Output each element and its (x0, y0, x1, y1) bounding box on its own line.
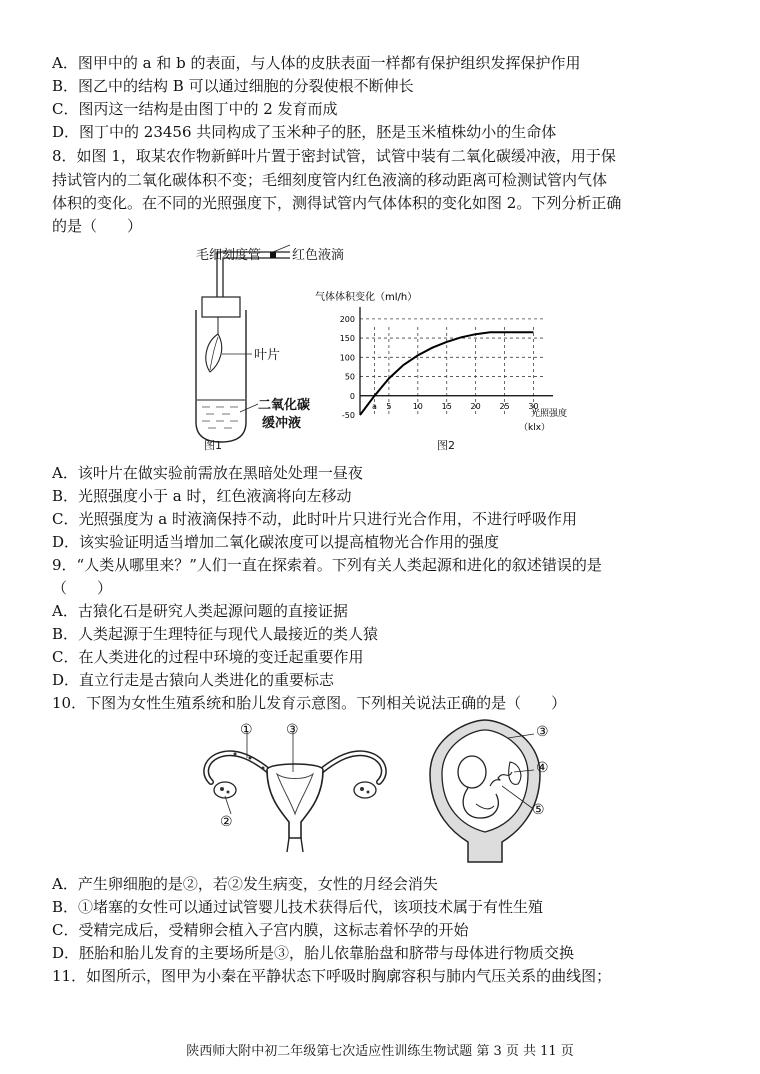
q7-option-b: B．图乙中的结构 B 可以通过细胞的分裂使根不断伸长 (52, 77, 414, 95)
x-tick-label: 5 (386, 401, 392, 411)
q8-stem-line-1: 8．如图 1，取某农作物新鲜叶片置于密封试管，试管中装有二氧化碳缓冲液，用于保 (52, 147, 616, 165)
q11-stem: 11．如图所示，图甲为小秦在平静状态下呼吸时胸廓容积与肺内气压关系的曲线图； (52, 967, 612, 985)
leaf (206, 334, 222, 372)
q7-option-d: D．图丁中的 23456 共同构成了玉米种子的胚，胚是玉米植株幼小的生命体 (52, 123, 557, 141)
x-tick-label: 30 (528, 401, 539, 411)
q8-stem-line-4: 的是（ ） (52, 217, 143, 235)
y-tick-label: 0 (349, 391, 355, 401)
label-circle-5: ⑤ (532, 802, 545, 818)
figure-1-caption: 图1 (204, 439, 222, 452)
chart-y-label: 气体体积变化（ml/h） (315, 292, 418, 303)
q8-option-a: A．该叶片在做实验前需放在黑暗处处理一昼夜 (52, 464, 363, 482)
label-circle-2: ② (220, 814, 233, 830)
q10-option-a: A．产生卵细胞的是②，若②发生病变，女性的月经会消失 (52, 875, 438, 893)
y-tick-label: 100 (339, 353, 355, 363)
q8-stem-line-3: 体积的变化。在不同的光照强度下，测得试管内气体体积的变化如图 2。下列分析正确 (52, 194, 622, 212)
q9-option-b: B．人类起源于生理特征与现代人最接近的类人猿 (52, 625, 379, 643)
q9-option-c: C．在人类进化的过程中环境的变迁起重要作用 (52, 648, 364, 666)
buffer-label-2: 缓冲液 (262, 416, 302, 431)
page-footer: 陕西师大附中初二年级第七次适应性训练生物试题 第 3 页 共 11 页 (186, 1044, 574, 1059)
q9-option-a: A．古猿化石是研究人类起源问题的直接证据 (52, 602, 348, 620)
q9-option-d: D．直立行走是古猿向人类进化的重要标志 (52, 671, 335, 689)
q9-stem-line-2: （ ） (52, 579, 113, 597)
leaf-label: 叶片 (254, 348, 281, 363)
q10-stem: 10．下图为女性生殖系统和胎儿发育示意图。下列相关说法正确的是（ ） (52, 694, 567, 712)
y-tick-label: 150 (339, 334, 355, 344)
x-tick-label: 10 (412, 401, 423, 411)
buffer-label-1: 二氧化碳 (258, 398, 311, 413)
female-reproductive-system-figure (195, 718, 395, 853)
x-tick-label: a (372, 401, 377, 411)
y-tick-label: -50 (341, 411, 355, 420)
label-circle-1: ① (240, 722, 253, 738)
chart-x-label: 光照强度 (531, 409, 568, 419)
q8-stem-line-2: 持试管内的二氧化碳体积不变；毛细刻度管内红色液滴的移动距离可检测试管内气体 (52, 171, 608, 189)
q7-option-c: C．图丙这一结构是由图丁中的 2 发育而成 (52, 100, 338, 118)
chart-x-unit: （klx） (519, 423, 551, 433)
q7-option-a: A．图甲中的 a 和 b 的表面，与人体的皮肤表面一样都有保护组织发挥保护作用 (52, 54, 581, 72)
figure-2-caption: 图2 (437, 439, 455, 452)
q10-option-b: B．①堵塞的女性可以通过试管婴儿技术获得后代，该项技术属于有性生殖 (52, 898, 544, 916)
q8-option-d: D．该实验证明适当增加二氧化碳浓度可以提高植物光合作用的强度 (52, 533, 500, 551)
capillary-label: 毛细刻度管 (196, 248, 262, 263)
q10-option-c: C．受精完成后，受精卵会植入子宫内膜，这标志着怀孕的开始 (52, 921, 469, 939)
y-tick-label: 50 (344, 372, 355, 382)
q8-option-c: C．光照强度为 a 时液滴保持不动，此时叶片只进行光合作用，不进行呼吸作用 (52, 510, 577, 528)
label-circle-4: ④ (536, 760, 549, 776)
x-tick-label: 15 (441, 401, 452, 411)
figure-2-chart (305, 285, 595, 455)
droplet-label: 红色液滴 (292, 248, 345, 263)
q8-option-b: B．光照强度小于 a 时，红色液滴将向左移动 (52, 487, 352, 505)
y-tick-label: 200 (339, 314, 355, 324)
q10-option-d: D．胚胎和胎儿发育的主要场所是③，胎儿依靠胎盘和脐带与母体进行物质交换 (52, 944, 575, 962)
x-tick-label: 20 (470, 401, 481, 411)
label-circle-3-amnion: ③ (536, 724, 549, 740)
q9-stem-line-1: 9．“人类从哪里来？”人们一直在探索着。下列有关人类起源和进化的叙述错误的是 (52, 556, 602, 574)
label-circle-3-uterus: ③ (286, 722, 299, 738)
red-droplet (270, 252, 276, 258)
x-tick-label: 25 (499, 401, 510, 411)
